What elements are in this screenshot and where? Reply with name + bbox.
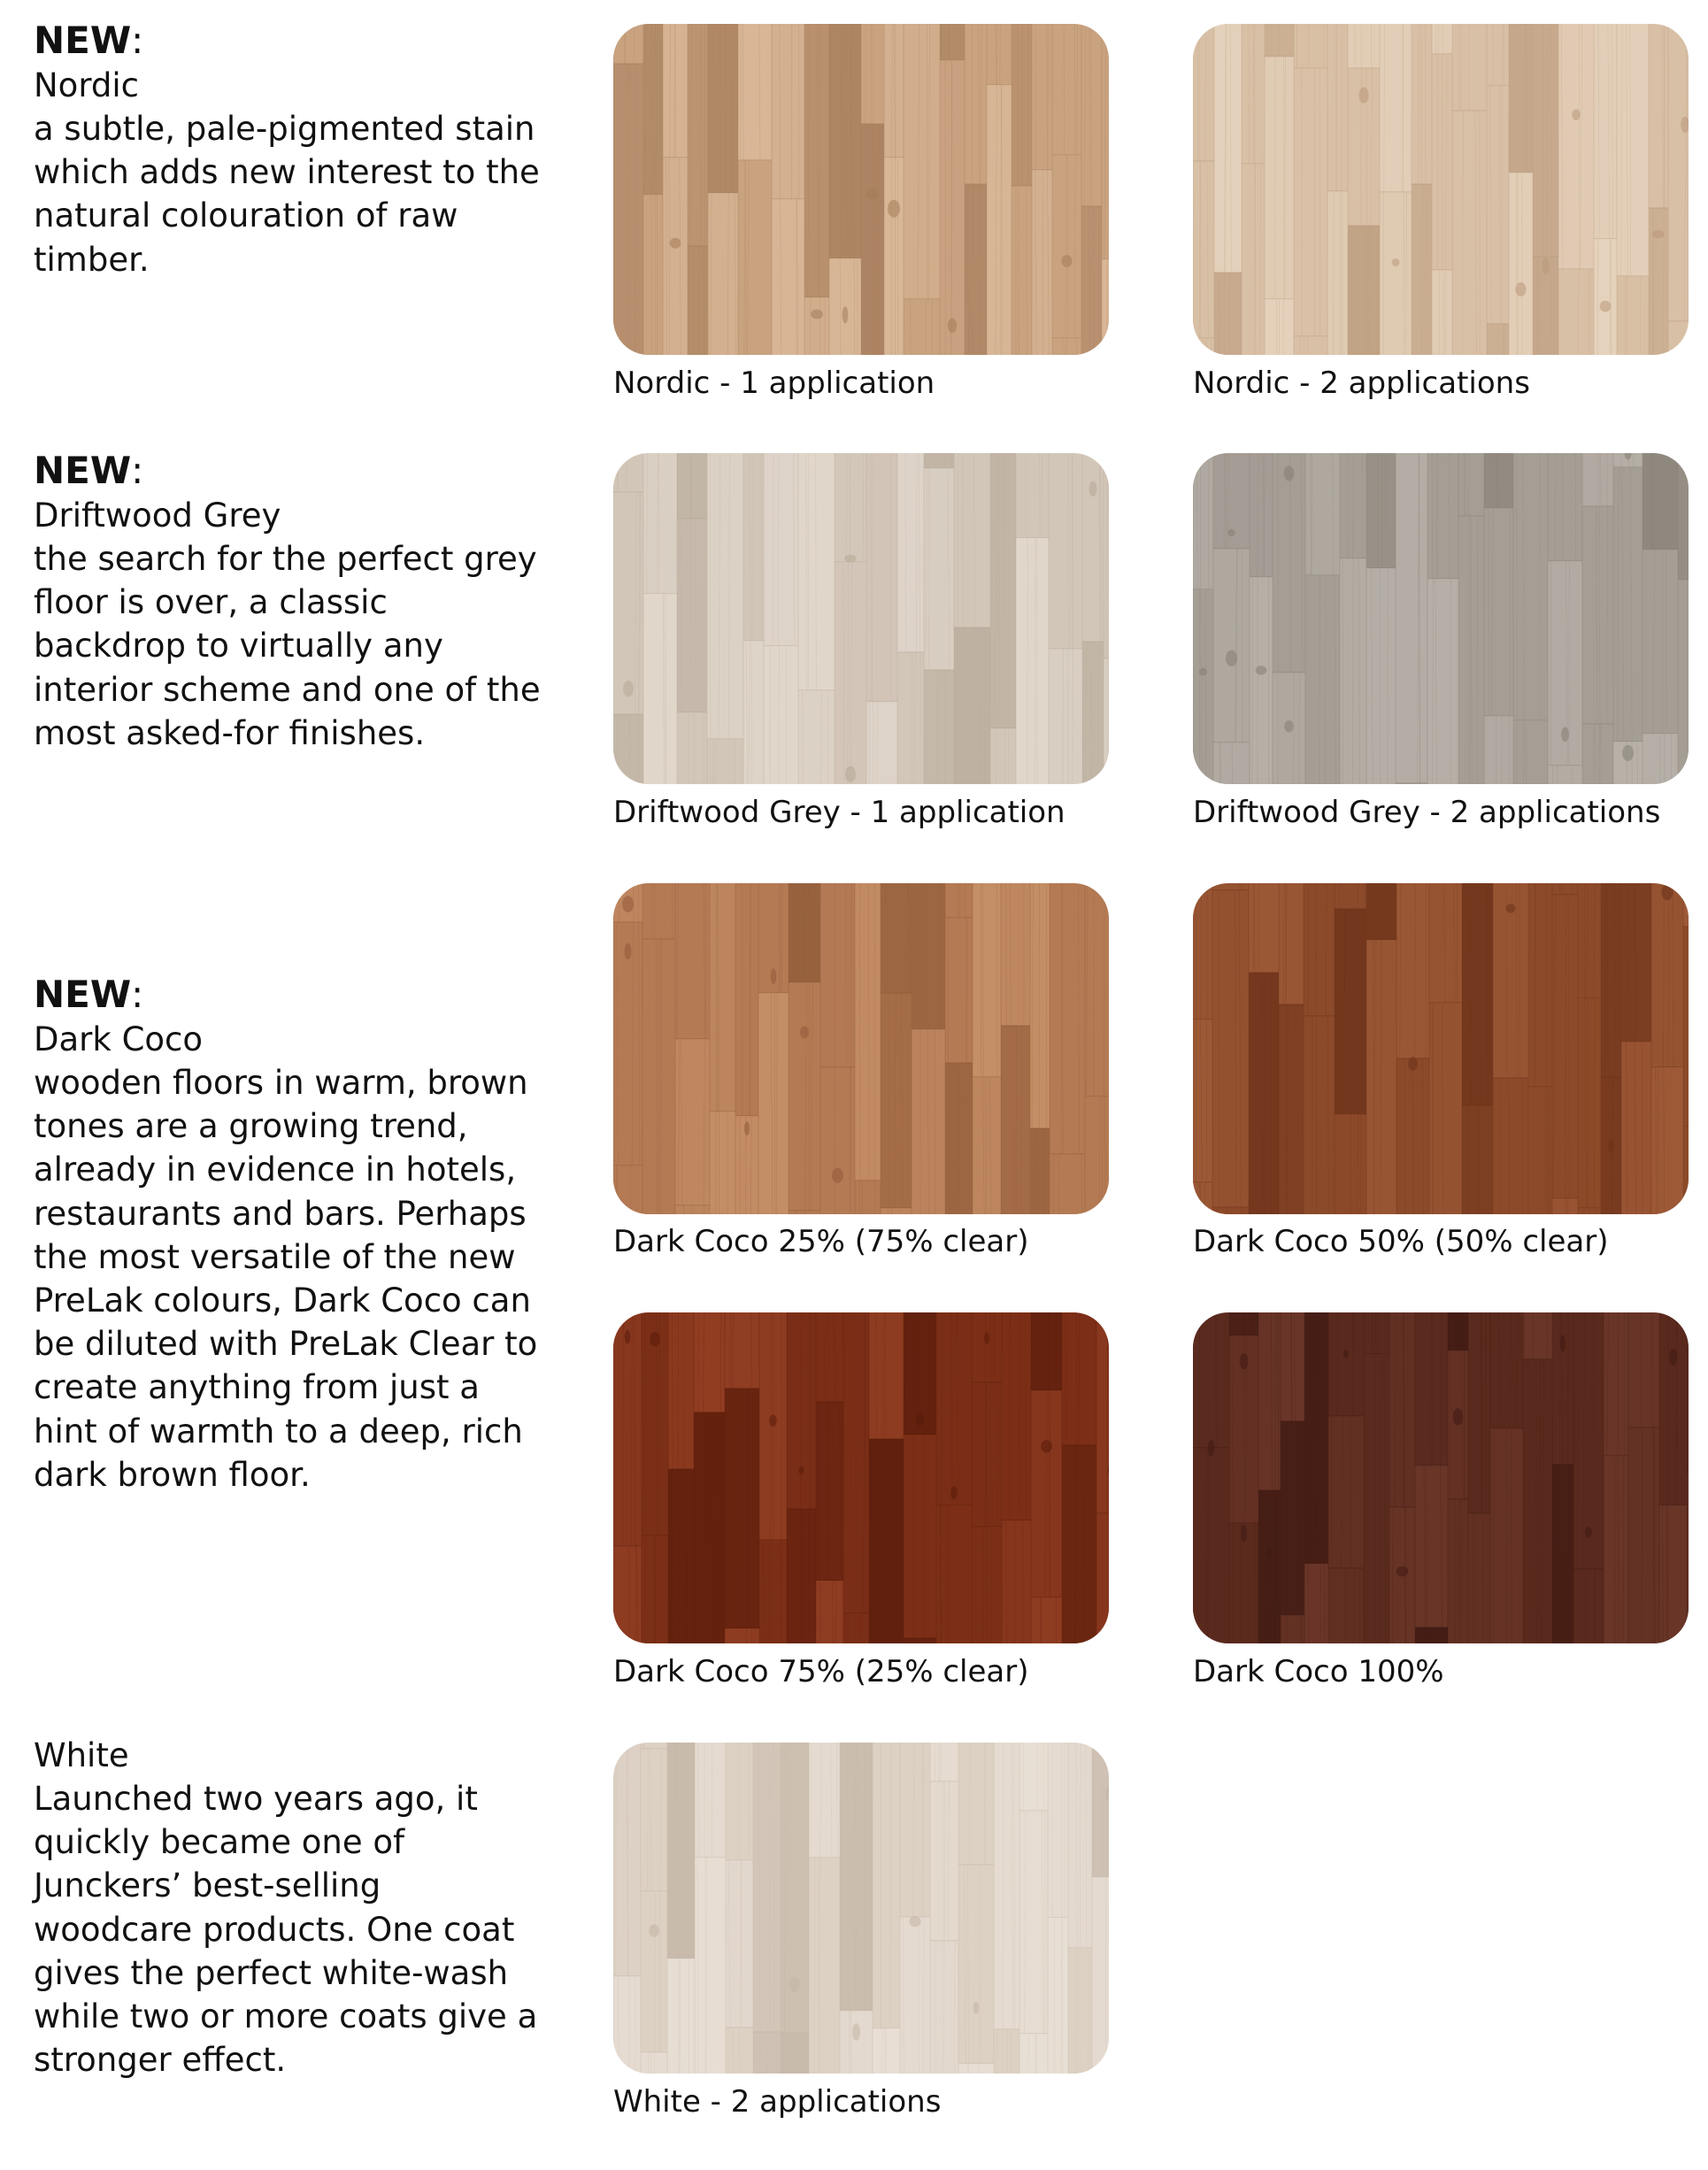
nordic-1-caption: Nordic - 1 application — [613, 366, 935, 401]
dark-coco-100-caption: Dark Coco 100% — [1193, 1654, 1444, 1689]
dark-coco-50-caption: Dark Coco 50% (50% clear) — [1193, 1224, 1609, 1259]
driftwood-grey-description — [34, 448, 547, 755]
finish-name: Nordic — [34, 66, 139, 104]
white-2-caption: White - 2 applications — [613, 2084, 942, 2120]
driftwood-grey-1-caption: Driftwood Grey - 1 application — [613, 795, 1066, 830]
dark-coco-100-swatch — [1193, 1312, 1689, 1643]
driftwood-grey-2-swatch — [1193, 453, 1689, 784]
new-badge: NEW: — [34, 19, 144, 62]
finish-text: Launched two years ago, it quickly became one of Junckers’ best-selling woodcare products. One coat gives the perfect white-wash while two or more coats give a stronger effect. — [34, 1780, 538, 2080]
finish-name: White — [34, 1736, 129, 1774]
white-description — [34, 1734, 547, 2082]
new-badge: NEW: — [34, 449, 144, 492]
dark-coco-75-caption: Dark Coco 75% (25% clear) — [613, 1654, 1029, 1689]
dark-coco-75-swatch — [613, 1312, 1109, 1643]
nordic-1-swatch — [613, 24, 1109, 355]
driftwood-grey-2-caption: Driftwood Grey - 2 applications — [1193, 795, 1661, 830]
new-badge: NEW: — [34, 973, 144, 1016]
nordic-description — [34, 18, 547, 281]
dark-coco-50-swatch — [1193, 883, 1689, 1214]
finish-name: Driftwood Grey — [34, 496, 281, 535]
finish-name: Dark Coco — [34, 1020, 204, 1058]
white-2-swatch — [613, 1743, 1109, 2074]
nordic-2-caption: Nordic - 2 applications — [1193, 366, 1530, 401]
driftwood-grey-1-swatch — [613, 453, 1109, 784]
nordic-2-swatch — [1193, 24, 1689, 355]
finish-text: the search for the perfect grey floor is over, a classic backdrop to virtually any interior scheme and one of the most asked-for finishes. — [34, 540, 541, 752]
dark-coco-25-caption: Dark Coco 25% (75% clear) — [613, 1224, 1029, 1259]
finish-text: a subtle, pale-pigmented stain which adds new interest to the natural colouration of raw timber. — [34, 110, 540, 279]
dark-coco-25-swatch — [613, 883, 1109, 1214]
dark-coco-description — [34, 972, 547, 1497]
finish-text: wooden floors in warm, brown tones are a growing trend, already in evidence in hotels, restaurants and bars. Perhaps the most versatile of the new PreLak colours, Dark Coco can be diluted with PreLak Clear to create anything from just a hint of warmth to a deep, rich dark brown floor. — [34, 1064, 538, 1494]
